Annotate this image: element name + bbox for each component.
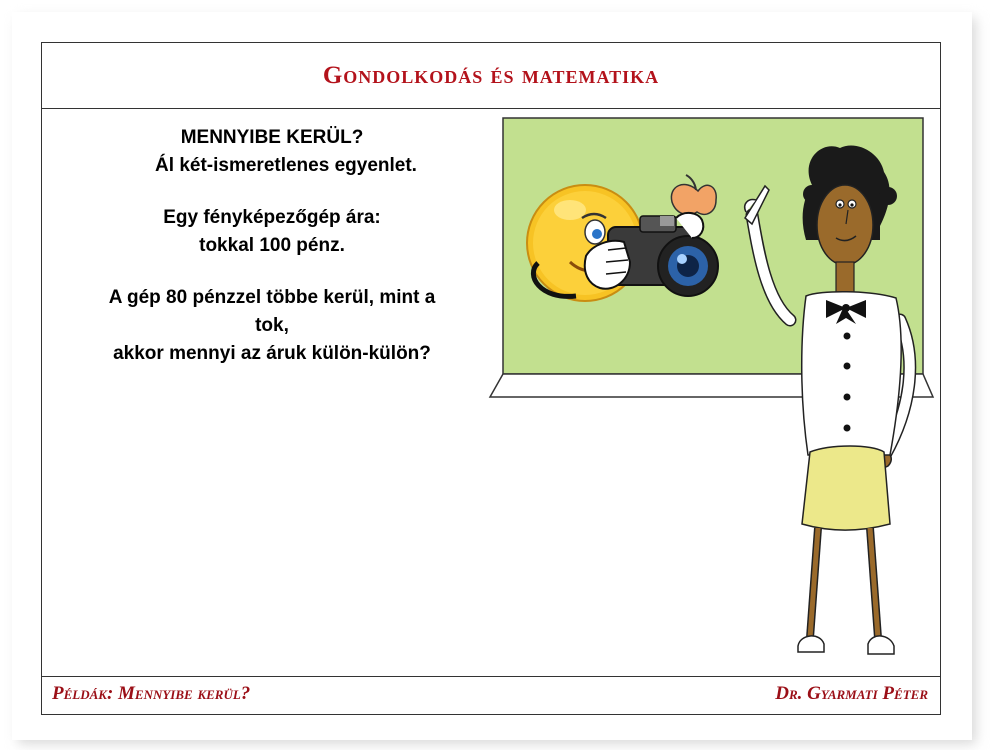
problem-line-2: tokkal 100 pénz. [199,235,345,256]
problem-subheading: Ál két-ismeretlenes egyenlet. [155,155,417,176]
header-divider [41,108,941,109]
slide-title: Gondolkodás és matematika [322,62,660,89]
problem-line-3: A gép 80 pénzzel többe kerül, mint a [108,287,436,308]
problem-text [52,124,492,368]
footer-divider [41,676,941,677]
problem-heading: MENNYIBE KERÜL? [180,127,364,148]
teacher-illustration [480,112,940,657]
footer-topic: Példák: Mennyibe kerül? [52,683,251,704]
footer-author: Dr. Gyarmati Péter [775,683,928,704]
problem-line-5: akkor mennyi az áruk külön-külön? [113,343,431,364]
problem-line-1: Egy fényképezőgép ára: [163,207,381,228]
problem-line-4: tok, [255,315,289,336]
